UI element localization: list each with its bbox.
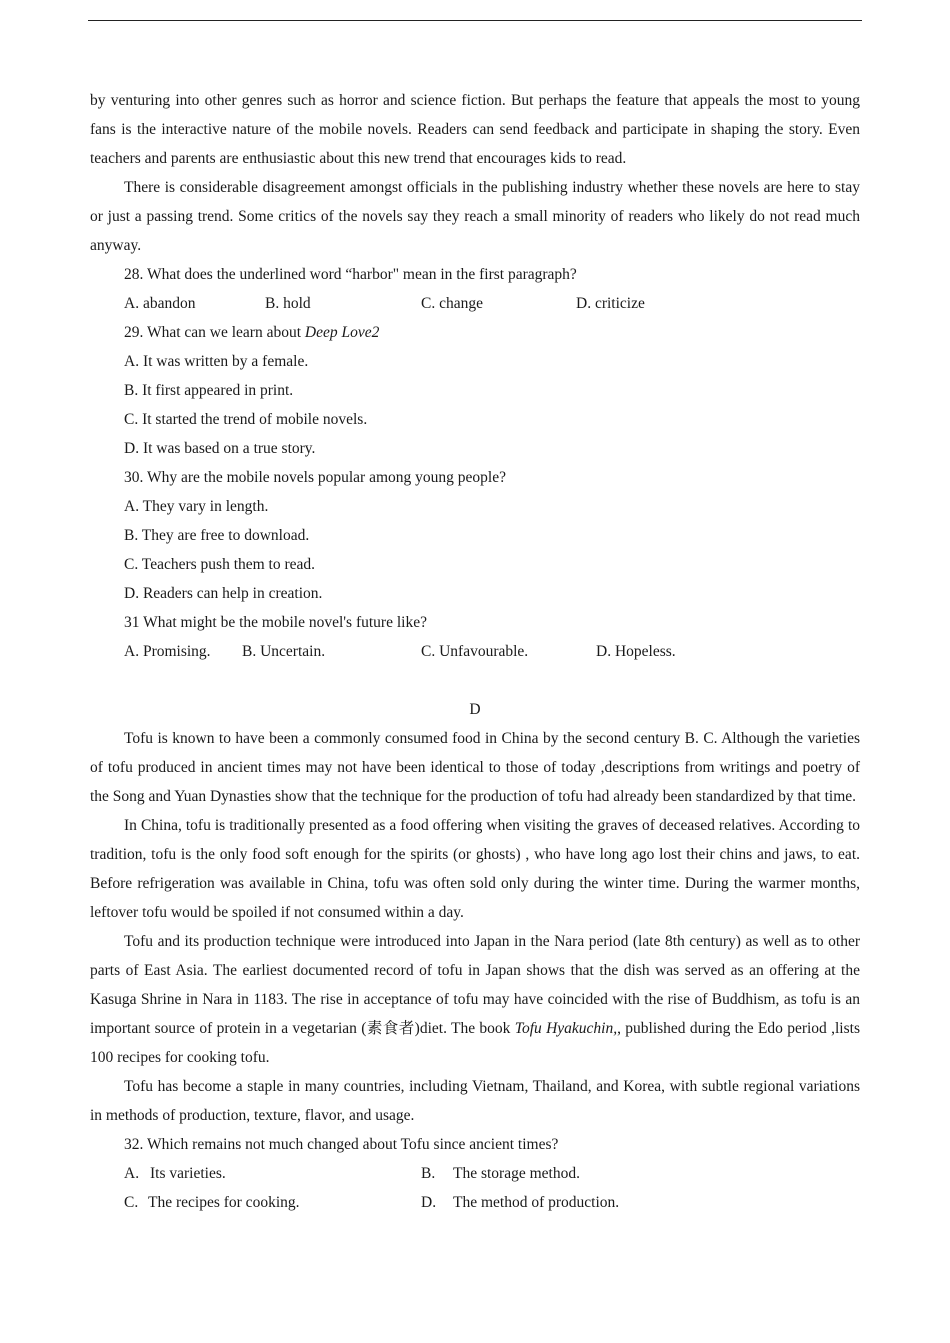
question-30-stem: 30. Why are the mobile novels popular among young people? bbox=[124, 469, 506, 486]
option-b[interactable]: B. It first appeared in print. bbox=[124, 382, 294, 399]
option-d[interactable]: D. It was based on a true story. bbox=[124, 440, 316, 457]
option-a-text: Its varieties. bbox=[150, 1165, 226, 1182]
header-rule bbox=[88, 20, 862, 21]
option-a[interactable]: A. Promising. bbox=[124, 643, 211, 660]
passage-d-paragraph: In China, tofu is traditionally presented as a food offering when visiting the graves of deceased relatives. According to tradition, tofu is the only food soft enough for the spirits (or ghosts) , who have long ago lost their chins and jaws, to eat. Before refrigeration was available in China, tofu was often sold only during the winter time. During the warmer months, leftover tofu would be spoiled if not consumed within a day. bbox=[90, 817, 860, 921]
option-d[interactable]: D. Hopeless. bbox=[596, 643, 676, 660]
option-d-text: The method of production. bbox=[453, 1194, 620, 1211]
option-a[interactable]: A. It was written by a female. bbox=[124, 353, 309, 370]
option-d[interactable]: D. criticize bbox=[576, 295, 645, 312]
question-31-stem: 31 What might be the mobile novel's future like? bbox=[124, 614, 427, 631]
question-32-stem: 32. Which remains not much changed about Tofu since ancient times? bbox=[124, 1136, 559, 1153]
option-c[interactable]: C. Unfavourable. bbox=[421, 643, 529, 660]
option-c-text: The recipes for cooking. bbox=[148, 1194, 300, 1211]
option-b-text: The storage method. bbox=[453, 1165, 580, 1182]
passage-d-paragraph bbox=[90, 927, 860, 1072]
option-c[interactable]: C. Teachers push them to read. bbox=[124, 556, 316, 573]
question-32-options-row2 bbox=[90, 1188, 860, 1217]
exam-page bbox=[90, 86, 860, 1217]
option-a[interactable]: A. abandon bbox=[124, 295, 196, 312]
passage-c-paragraph: by venturing into other genres such as horror and science fiction. But perhaps the feature that appeals the most to young fans is the interactive nature of the mobile novels. Readers can send feedback and participate in shaping the story. Even teachers and parents are enthusiastic about this new trend that encourages kids to read. bbox=[90, 92, 860, 167]
option-c-label: C. bbox=[124, 1194, 139, 1211]
passage-d-paragraph: Tofu has become a staple in many countries, including Vietnam, Thailand, and Korea, with subtle regional variations in methods of production, texture, flavor, and usage. bbox=[90, 1078, 860, 1124]
option-d[interactable]: D. Readers can help in creation. bbox=[124, 585, 323, 602]
question-28-options bbox=[90, 289, 860, 318]
question-29-stem bbox=[90, 318, 860, 347]
option-c[interactable]: C. It started the trend of mobile novels. bbox=[124, 411, 368, 428]
option-c[interactable] bbox=[124, 1188, 300, 1217]
option-b-label: B. bbox=[421, 1165, 436, 1182]
option-d-label: D. bbox=[421, 1194, 437, 1211]
passage-d-paragraph: Tofu is known to have been a commonly consumed food in China by the second century B. C. Although the varieties of tofu produced in ancient times may not have been identical to those of today ,descriptions from writings and poetry of the Song and Yuan Dynasties show that the technique for the production of tofu had already been standardized by that time. bbox=[90, 730, 860, 805]
book-title: Tofu Hyakuchin, bbox=[514, 1020, 618, 1037]
passage-d-text: Tofu and its production technique were introduced into Japan in the Nara period (late 8th century) as well as to other parts of East Asia. The earliest documented record of tofu in Japan shows that the dish was served as an offering at the Kasuga Shrine in Nara in 1183. The rise in acceptance of tofu may have coincided with the rise of Buddhism, as tofu is an important source of protein in a vegetarian (素食者)diet. The book bbox=[90, 933, 860, 1037]
question-32-options-row1 bbox=[90, 1159, 860, 1188]
option-b[interactable]: B. hold bbox=[265, 295, 311, 312]
option-b[interactable]: B. Uncertain. bbox=[242, 643, 326, 660]
option-b[interactable] bbox=[421, 1159, 580, 1188]
option-c[interactable]: C. change bbox=[421, 295, 483, 312]
option-a[interactable] bbox=[124, 1159, 226, 1188]
option-a[interactable]: A. They vary in length. bbox=[124, 498, 269, 515]
option-b[interactable]: B. They are free to download. bbox=[124, 527, 310, 544]
question-29-stem-text: 29. What can we learn about bbox=[124, 324, 305, 341]
question-31-options bbox=[90, 637, 860, 666]
option-d[interactable] bbox=[421, 1188, 619, 1217]
section-heading: D bbox=[469, 701, 481, 718]
question-28-stem: 28. What does the underlined word “harbor" mean in the first paragraph? bbox=[124, 266, 577, 283]
passage-c-paragraph: There is considerable disagreement amongst officials in the publishing industry whether these novels are here to stay or just a passing trend. Some critics of the novels say they reach a small minority of readers who likely do not read much anyway. bbox=[90, 179, 860, 254]
question-29-title: Deep Love2 bbox=[304, 324, 380, 341]
passage-d-text: , published during the Edo period ,lists 100 recipes for cooking tofu. bbox=[90, 1020, 860, 1066]
option-a-label: A. bbox=[124, 1165, 140, 1182]
